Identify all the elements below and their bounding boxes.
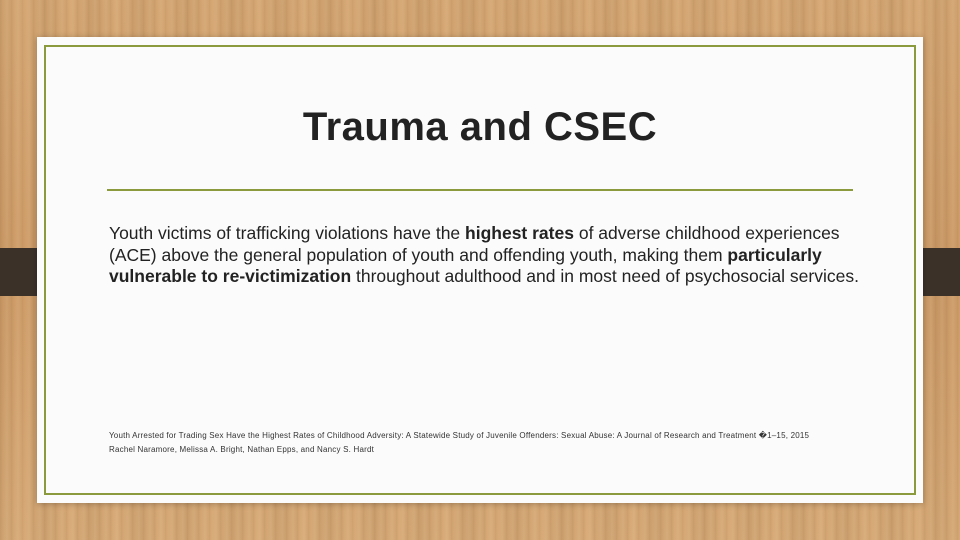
slide [37,37,923,503]
citation-line-1: Youth Arrested for Trading Sex Have the Highest Rates of Childhood Adversity: A Statewide Study of Juvenile Offenders: Sexual Abuse: A Journal of Research and Treatment �1–15, 2015 [109,431,810,440]
body-paragraph [109,223,869,288]
body-bold-vulnerable: particularly vulnerable to re-victimization [109,244,822,286]
slide-title [37,105,923,150]
title-divider [107,189,853,191]
citation-line-2: Rachel Naramore, Melissa A. Bright, Nathan Epps, and Nancy S. Hardt [109,445,375,454]
body-text-segment-2: of adverse childhood experiences (ACE) above the general population of youth and offending youth, making them [109,223,840,265]
slide-title-text: Trauma and CSEC [302,105,658,149]
body-text-segment-3: throughout adulthood and in most need of psychosocial services. [351,266,859,286]
body-text-segment-1: Youth victims of trafficking violations have the [109,223,466,243]
body-bold-highest-rates: highest rates [465,223,574,243]
